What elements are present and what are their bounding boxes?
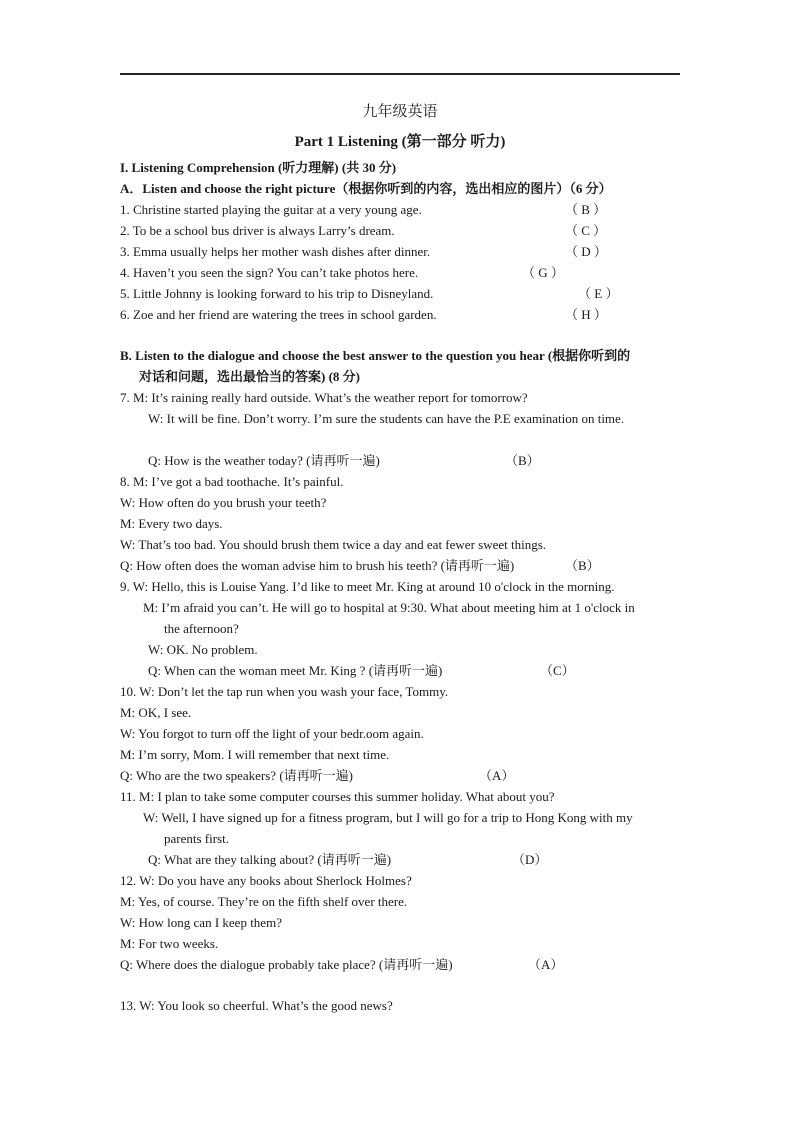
dialogue-line: 9. W: Hello, this is Louise Yang. I’d like to meet Mr. King at around 10 o'clock in the morning.: [120, 579, 615, 594]
answer-6: （ H ）: [565, 307, 607, 322]
part-title: Part 1 Listening (第一部分 听力): [294, 134, 506, 150]
answer-2: （ C ）: [565, 223, 607, 238]
dialogue-line: 12. W: Do you have any books about Sherlock Holmes?: [120, 873, 412, 888]
question-5: 5. Little Johnny is looking forward to his trip to Disneyland.: [120, 286, 434, 301]
question-4: 4. Haven’t you seen the sign? You can’t take photos here.: [120, 265, 419, 280]
question-1: 1. Christine started playing the guitar at a very young age.: [120, 202, 422, 217]
question-line: Q: How often does the woman advise him to brush his teeth? (请再听一遍): [120, 558, 515, 573]
part-b-title-line2: 对话和问题，选出最恰当的答案) (8 分): [139, 369, 360, 384]
dialogue-line: 7. M: It’s raining really hard outside. What’s the weather report for tomorrow?: [120, 390, 528, 405]
dialogue-line: M: OK, I see.: [120, 705, 192, 720]
dialogue-line: 8. M: I’ve got a bad toothache. It’s painful.: [120, 474, 344, 489]
grade-title: 九年级英语: [362, 104, 438, 120]
question-2: 2. To be a school bus driver is always Larry’s dream.: [120, 223, 395, 238]
dialogue-line: W: That’s too bad. You should brush them twice a day and eat fewer sweet things.: [120, 537, 547, 552]
answer-1: （ B ）: [565, 202, 607, 217]
dialogue-line: W: How often do you brush your teeth?: [120, 495, 327, 510]
question-line: Q: When can the woman meet Mr. King ? (请再听一遍): [148, 663, 443, 678]
answer-8: （B）: [565, 558, 600, 573]
answer-9: （C）: [540, 663, 575, 678]
dialogue-line: W: It will be fine. Don’t worry. I’m sure the students can have the P.E examination on time.: [148, 411, 625, 426]
dialogue-line: 11. M: I plan to take some computer courses this summer holiday. What about you?: [120, 789, 555, 804]
dialogue-line: W: Well, I have signed up for a fitness program, but I will go for a trip to Hong Kong with my: [143, 810, 633, 825]
dialogue-line: the afternoon?: [164, 621, 239, 636]
answer-5: （ E ）: [578, 286, 619, 301]
dialogue-line: M: I’m sorry, Mom. I will remember that next time.: [120, 747, 390, 762]
answer-10: （A）: [479, 768, 515, 783]
dialogue-line: M: Yes, of course. They’re on the fifth shelf over there.: [120, 894, 408, 909]
answer-4: （ G ）: [522, 265, 564, 280]
section-title: I. Listening Comprehension (听力理解) (共 30 分): [120, 160, 397, 175]
dialogue-line: 13. W: You look so cheerful. What’s the good news?: [120, 998, 393, 1013]
question-line: Q: Who are the two speakers? (请再听一遍): [120, 768, 353, 783]
dialogue-line: M: I’m afraid you can’t. He will go to hospital at 9:30. What about meeting him at 1 o'clock in: [143, 600, 635, 615]
answer-7: （B）: [505, 453, 540, 468]
question-6: 6. Zoe and her friend are watering the trees in school garden.: [120, 307, 437, 322]
answer-11: （D）: [512, 852, 548, 867]
dialogue-line: parents first.: [164, 831, 229, 846]
dialogue-line: W: OK. No problem.: [148, 642, 258, 657]
question-line: Q: How is the weather today? (请再听一遍): [148, 453, 380, 468]
question-line: Q: Where does the dialogue probably take place? (请再听一遍): [120, 957, 453, 972]
question-line: Q: What are they talking about? (请再听一遍): [148, 852, 392, 867]
answer-12: （A）: [528, 957, 564, 972]
answer-3: （ D ）: [565, 244, 607, 259]
part-b-title-line1: B. Listen to the dialogue and choose the best answer to the question you hear (根据你听到的: [120, 348, 631, 363]
dialogue-line: M: Every two days.: [120, 516, 223, 531]
top-rule: [120, 73, 680, 75]
dialogue-line: M: For two weeks.: [120, 936, 219, 951]
dialogue-line: W: How long can I keep them?: [120, 915, 282, 930]
dialogue-line: 10. W: Don’t let the tap run when you wash your face, Tommy.: [120, 684, 449, 699]
dialogue-line: W: You forgot to turn off the light of your bedr.oom again.: [120, 726, 424, 741]
question-3: 3. Emma usually helps her mother wash dishes after dinner.: [120, 244, 431, 259]
part-a-title: A．Listen and choose the right picture（根据你听到的内容，选出相应的图片）（6 分）: [120, 181, 612, 196]
